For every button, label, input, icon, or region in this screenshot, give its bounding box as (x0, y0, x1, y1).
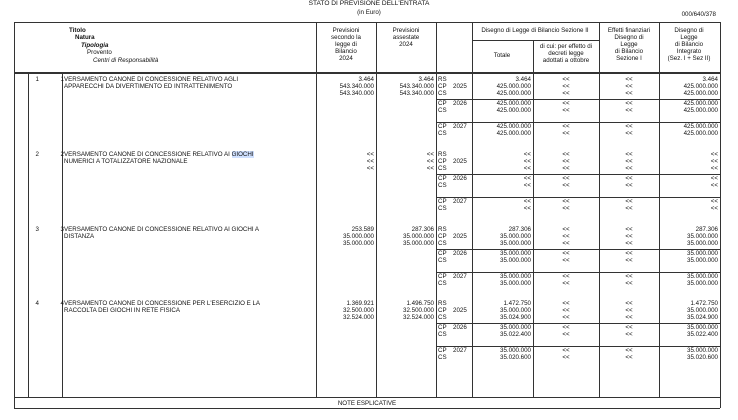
type-code: CP (438, 250, 447, 257)
di-cui-value: << (562, 226, 570, 233)
di-cui-value: << (562, 233, 570, 240)
totale-value: 425.000.000 (496, 100, 531, 107)
type-code: CS (438, 257, 447, 264)
type-code: CS (438, 165, 447, 172)
doc-code: 000/640/378 (681, 11, 716, 18)
prev-assest-value: 543.340.000 (399, 90, 434, 97)
type-code: RS (438, 151, 447, 158)
year-label: 2026 (453, 324, 467, 331)
year-label: 2027 (453, 198, 467, 205)
year-label: 2025 (453, 307, 467, 314)
effetti-value: << (625, 280, 633, 287)
row-description: VERSAMENTO CANONE DI CONCESSIONE RELATIVO AI GIOCHI (64, 151, 254, 158)
row-description: VERSAMENTO CANONE DI CONCESSIONE RELATIVO AGLI (64, 76, 239, 83)
effetti-value: << (625, 300, 633, 307)
totale-value: 425.000.000 (496, 130, 531, 137)
integrato-value: 35.000.000 (687, 233, 718, 240)
integrato-value: << (710, 165, 718, 172)
effetti-value: << (625, 76, 633, 83)
effetti-value: << (625, 273, 633, 280)
totale-value: 425.000.000 (496, 83, 531, 90)
type-code: CP (438, 324, 447, 331)
type-code: RS (438, 226, 447, 233)
row-description: APPARECCHI DA DIVERTIMENTO ED INTRATTENIMENTO (64, 83, 233, 90)
integrato-value: 35.000.000 (687, 307, 718, 314)
year-label: 2027 (453, 123, 467, 130)
effetti-value: << (625, 307, 633, 314)
type-code: CP (438, 175, 447, 182)
year-label: 2025 (453, 158, 467, 165)
header-integrato: Disegno di Legge di Bilancio Integrato (Sez. I + Sez II) (667, 27, 711, 62)
di-cui-value: << (562, 324, 570, 331)
effetti-value: << (625, 158, 633, 165)
type-code: RS (438, 300, 447, 307)
prev-legge-value: 543.340.000 (339, 90, 374, 97)
totale-value: << (523, 151, 531, 158)
type-code: CP (438, 347, 447, 354)
prev-legge-value: 35.000.000 (343, 233, 374, 240)
prev-legge-value: << (366, 151, 374, 158)
integrato-value: 35.000.000 (687, 347, 718, 354)
totale-value: 35.000.000 (500, 233, 531, 240)
effetti-value: << (625, 151, 633, 158)
header-prev-assest: Previsioni assestate 2024 (392, 27, 420, 48)
type-code: CS (438, 240, 447, 247)
type-code: RS (438, 76, 447, 83)
integrato-value: << (710, 158, 718, 165)
totale-value: 425.000.000 (496, 90, 531, 97)
prev-assest-value: 35.000.000 (403, 240, 434, 247)
di-cui-value: << (562, 107, 570, 114)
totale-value: 425.000.000 (496, 107, 531, 114)
totale-value: 35.000.000 (500, 324, 531, 331)
effetti-value: << (625, 331, 633, 338)
effetti-value: << (625, 175, 633, 182)
prev-legge-value: 253.589 (351, 226, 374, 233)
prev-legge-value: 35.000.000 (343, 240, 374, 247)
effetti-value: << (625, 226, 633, 233)
row-number: 3 (60, 226, 64, 233)
totale-value: << (523, 175, 531, 182)
prev-assest-value: 35.000.000 (403, 233, 434, 240)
header-effetti: Effetti finanziari Disegno di Legge di Bilancio Sezione I (607, 27, 651, 62)
type-code: CS (438, 314, 447, 321)
prev-assest-value: << (426, 165, 434, 172)
totale-value: 287.306 (508, 226, 531, 233)
totale-value: 35.000.000 (500, 240, 531, 247)
header-titolo: Titolo (69, 27, 86, 34)
totale-value: 35.022.400 (500, 331, 531, 338)
integrato-value: 35.020.600 (687, 354, 718, 361)
effetti-value: << (625, 83, 633, 90)
prev-assest-value: 1.496.750 (406, 300, 434, 307)
effetti-value: << (625, 165, 633, 172)
type-code: CS (438, 130, 447, 137)
row-number: 2 (60, 151, 64, 158)
header-di-cui: di cui: per effetto di decreti legge adottati a ottobre (539, 43, 593, 64)
header-natura: Natura (75, 34, 95, 41)
di-cui-value: << (562, 158, 570, 165)
totale-value: << (523, 158, 531, 165)
di-cui-value: << (562, 100, 570, 107)
row-index: 3 (35, 226, 39, 233)
di-cui-value: << (562, 130, 570, 137)
effetti-value: << (625, 107, 633, 114)
header-provento: Provento (87, 49, 112, 56)
totale-value: 35.024.900 (500, 314, 531, 321)
effetti-value: << (625, 90, 633, 97)
integrato-value: 35.000.000 (687, 324, 718, 331)
di-cui-value: << (562, 280, 570, 287)
totale-value: 35.000.000 (500, 280, 531, 287)
integrato-value: 35.000.000 (687, 240, 718, 247)
year-label: 2026 (453, 100, 467, 107)
header-totale: Totale (493, 52, 511, 59)
row-index: 1 (35, 76, 39, 83)
row-number: 4 (60, 300, 64, 307)
di-cui-value: << (562, 76, 570, 83)
di-cui-value: << (562, 331, 570, 338)
di-cui-value: << (562, 250, 570, 257)
integrato-value: << (710, 205, 718, 212)
header-centri: Centri di Responsabilità (93, 57, 159, 64)
integrato-value: 35.022.400 (687, 331, 718, 338)
integrato-value: << (710, 151, 718, 158)
totale-value: << (523, 198, 531, 205)
totale-value: 35.000.000 (500, 250, 531, 257)
totale-value: << (523, 182, 531, 189)
integrato-value: 287.306 (695, 226, 718, 233)
effetti-value: << (625, 250, 633, 257)
effetti-value: << (625, 324, 633, 331)
note-label: NOTE ESPLICATIVE (337, 400, 397, 407)
integrato-value: 35.000.000 (687, 273, 718, 280)
prev-legge-value: 32.500.000 (343, 307, 374, 314)
integrato-value: << (710, 198, 718, 205)
year-label: 2025 (453, 83, 467, 90)
prev-assest-value: 287.306 (411, 226, 434, 233)
type-code: CP (438, 83, 447, 90)
di-cui-value: << (562, 175, 570, 182)
effetti-value: << (625, 314, 633, 321)
prev-legge-value: 1.369.921 (346, 300, 374, 307)
integrato-value: << (710, 175, 718, 182)
year-label: 2027 (453, 273, 467, 280)
integrato-value: 425.000.000 (683, 123, 718, 130)
totale-value: 425.000.000 (496, 123, 531, 130)
year-label: 2027 (453, 347, 467, 354)
integrato-value: 1.472.750 (690, 300, 718, 307)
prev-assest-value: << (426, 158, 434, 165)
type-code: CP (438, 198, 447, 205)
di-cui-value: << (562, 198, 570, 205)
prev-legge-value: << (366, 165, 374, 172)
di-cui-value: << (562, 273, 570, 280)
di-cui-value: << (562, 165, 570, 172)
prev-assest-value: 32.524.000 (403, 314, 434, 321)
header-prev-legge: Previsioni secondo la legge di Bilancio 2024 (331, 27, 361, 62)
effetti-value: << (625, 100, 633, 107)
di-cui-value: << (562, 83, 570, 90)
totale-value: 35.000.000 (500, 257, 531, 264)
totale-value: << (523, 205, 531, 212)
effetti-value: << (625, 347, 633, 354)
type-code: CS (438, 205, 447, 212)
di-cui-value: << (562, 182, 570, 189)
page-title: STATO DI PREVISIONE DELL'ENTRATA (308, 0, 430, 7)
row-index: 2 (35, 151, 39, 158)
prev-assest-value: << (426, 151, 434, 158)
year-label: 2026 (453, 175, 467, 182)
totale-value: 35.000.000 (500, 347, 531, 354)
effetti-value: << (625, 257, 633, 264)
type-code: CP (438, 100, 447, 107)
year-label: 2025 (453, 233, 467, 240)
header-tipologia: Tipologia (81, 42, 109, 49)
effetti-value: << (625, 205, 633, 212)
prev-legge-value: << (366, 158, 374, 165)
totale-value: 1.472.750 (503, 300, 531, 307)
type-code: CP (438, 233, 447, 240)
type-code: CP (438, 307, 447, 314)
di-cui-value: << (562, 347, 570, 354)
row-index: 4 (35, 300, 39, 307)
integrato-value: << (710, 182, 718, 189)
effetti-value: << (625, 233, 633, 240)
di-cui-value: << (562, 257, 570, 264)
effetti-value: << (625, 240, 633, 247)
type-code: CP (438, 123, 447, 130)
totale-value: 35.000.000 (500, 307, 531, 314)
di-cui-value: << (562, 151, 570, 158)
effetti-value: << (625, 182, 633, 189)
units-label: (in Euro) (357, 9, 381, 16)
type-code: CS (438, 90, 447, 97)
row-description: VERSAMENTO CANONE DI CONCESSIONE PER L'ESERCIZIO E LA (64, 300, 261, 307)
type-code: CS (438, 182, 447, 189)
integrato-value: 3.464 (702, 76, 718, 83)
di-cui-value: << (562, 240, 570, 247)
integrato-value: 425.000.000 (683, 100, 718, 107)
type-code: CS (438, 331, 447, 338)
effetti-value: << (625, 130, 633, 137)
di-cui-value: << (562, 307, 570, 314)
di-cui-value: << (562, 354, 570, 361)
di-cui-value: << (562, 90, 570, 97)
row-description: VERSAMENTO CANONE DI CONCESSIONE RELATIVO AI GIOCHI A (64, 226, 260, 233)
effetti-value: << (625, 354, 633, 361)
totale-value: 35.020.600 (500, 354, 531, 361)
totale-value: 35.000.000 (500, 273, 531, 280)
totale-value: 3.464 (515, 76, 531, 83)
type-code: CS (438, 107, 447, 114)
integrato-value: 425.000.000 (683, 130, 718, 137)
integrato-value: 35.000.000 (687, 257, 718, 264)
row-number: 1 (60, 76, 64, 83)
highlighted-term: GIOCHI (231, 151, 254, 158)
row-description: DISTANZA (64, 233, 95, 240)
integrato-value: 425.000.000 (683, 83, 718, 90)
totale-value: << (523, 165, 531, 172)
type-code: CS (438, 280, 447, 287)
di-cui-value: << (562, 300, 570, 307)
row-description: NUMERICI A TOTALIZZATORE NAZIONALE (64, 158, 188, 165)
integrato-value: 425.000.000 (683, 107, 718, 114)
year-label: 2026 (453, 250, 467, 257)
type-code: CS (438, 354, 447, 361)
prev-legge-value: 3.464 (358, 76, 374, 83)
integrato-value: 35.024.900 (687, 314, 718, 321)
integrato-value: 425.000.000 (683, 90, 718, 97)
di-cui-value: << (562, 314, 570, 321)
type-code: CP (438, 158, 447, 165)
prev-assest-value: 543.340.000 (399, 83, 434, 90)
header-disegno-ii: Disegno di Legge di Bilancio Sezione II (481, 27, 589, 34)
prev-assest-value: 3.464 (418, 76, 434, 83)
di-cui-value: << (562, 205, 570, 212)
prev-legge-value: 32.524.000 (343, 314, 374, 321)
integrato-value: 35.000.000 (687, 250, 718, 257)
prev-assest-value: 32.500.000 (403, 307, 434, 314)
row-description: RACCOLTA DEI GIOCHI IN RETE FISICA (64, 307, 180, 314)
type-code: CP (438, 273, 447, 280)
effetti-value: << (625, 198, 633, 205)
prev-legge-value: 543.340.000 (339, 83, 374, 90)
integrato-value: 35.000.000 (687, 280, 718, 287)
di-cui-value: << (562, 123, 570, 130)
effetti-value: << (625, 123, 633, 130)
